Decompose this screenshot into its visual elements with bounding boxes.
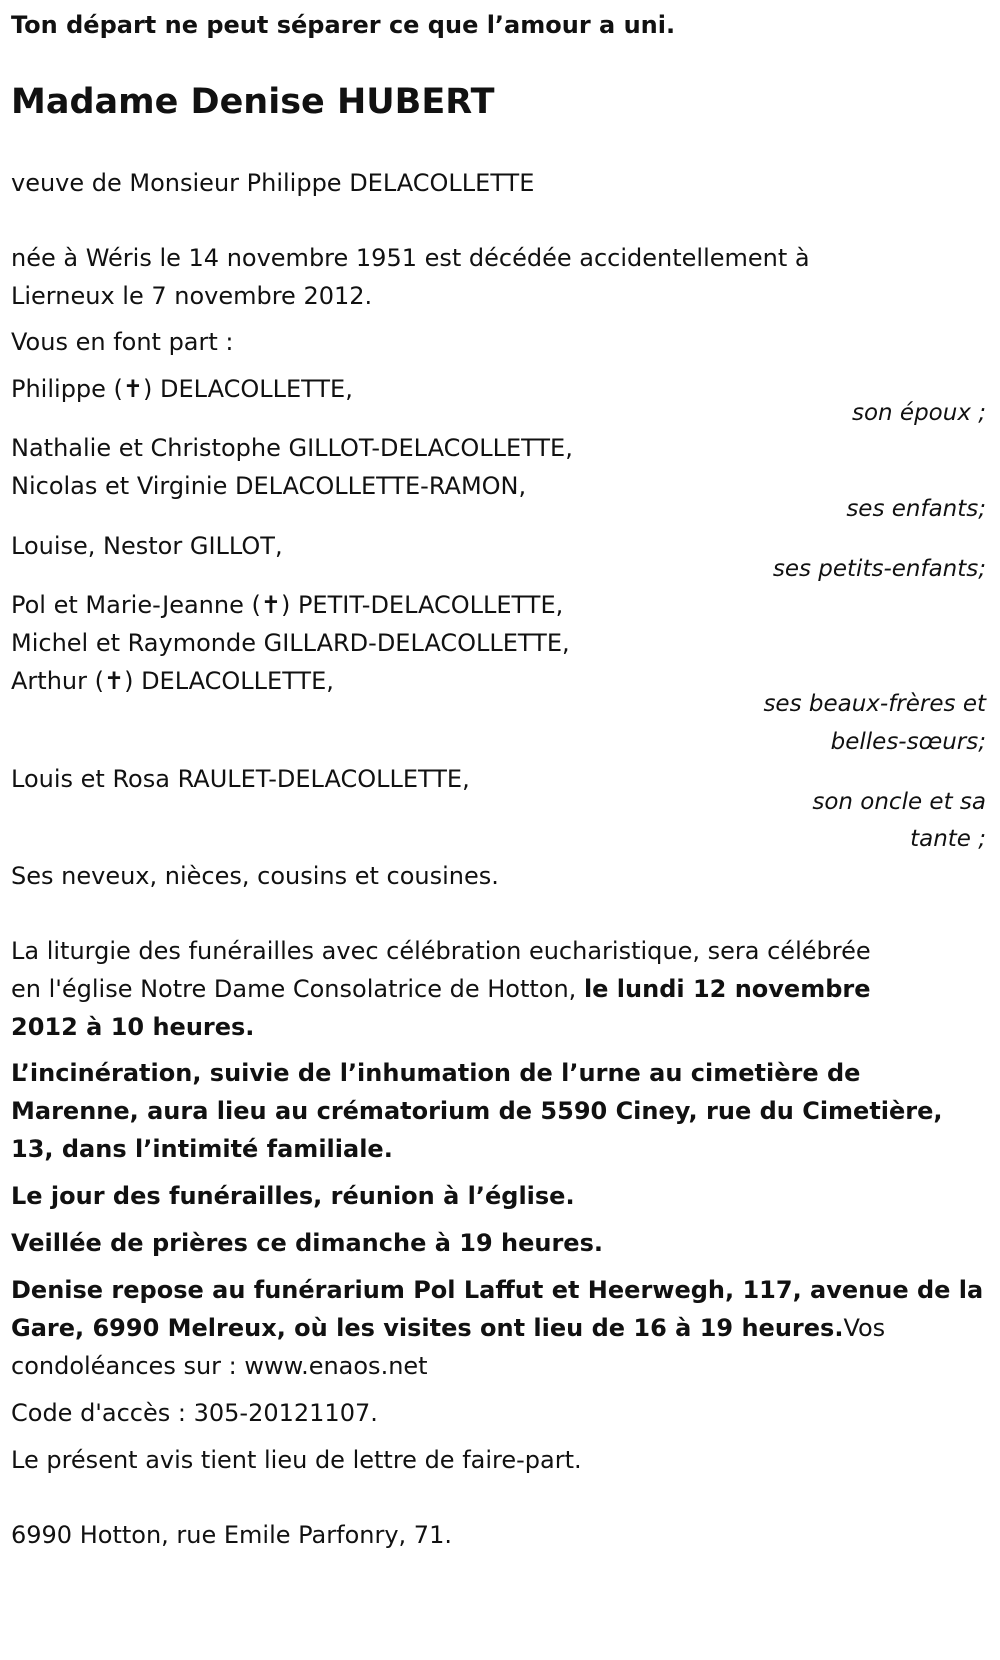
rest-location-line-2 [11, 1313, 885, 1343]
family-grandchildren: Louise, Nestor GILLOT, [11, 532, 283, 560]
notice-line: Le présent avis tient lieu de lettre de faire-part. [11, 1446, 582, 1474]
funeral-meeting: Le jour des funérailles, réunion à l’église. [11, 1182, 575, 1210]
family-uncle-aunt: Louis et Rosa RAULET-DELACOLLETTE, [11, 765, 470, 793]
family-children-line-2: Nicolas et Virginie DELACOLLETTE-RAMON, [11, 472, 527, 500]
access-code: Code d'accès : 305-20121107. [11, 1399, 378, 1427]
liturgy-line-2 [11, 974, 871, 1004]
liturgy-date: le lundi 12 novembre [583, 975, 871, 1003]
liturgy-line-1: La liturgie des funérailles avec célébration eucharistique, sera célébrée [11, 937, 871, 965]
relation-inlaws-line-2: belles-sœurs; [830, 729, 986, 755]
family-children-line-1: Nathalie et Christophe GILLOT-DELACOLLETTE, [11, 434, 573, 462]
deceased-name: Madame Denise HUBERT [11, 82, 495, 122]
condolences-prefix: Vos [843, 1314, 886, 1342]
incineration-line-2: Marenne, aura lieu au crématorium de 5590 Ciney, rue du Cimetière, [11, 1097, 943, 1125]
family-address: 6990 Hotton, rue Emile Parfonry, 71. [11, 1521, 452, 1549]
family-inlaws-line-3: Arthur (✝) DELACOLLETTE, [11, 667, 334, 695]
incineration-line-3: 13, dans l’intimité familiale. [11, 1135, 393, 1163]
liturgy-time: 2012 à 10 heures. [11, 1013, 255, 1041]
condolences-line: condoléances sur : www.enaos.net [11, 1352, 428, 1380]
prayer-vigil: Veillée de prières ce dimanche à 19 heures. [11, 1229, 603, 1257]
relation-uncle-aunt-line-2: tante ; [910, 826, 986, 852]
birth-death-line-1: née à Wéris le 14 novembre 1951 est décédée accidentellement à [11, 244, 810, 272]
relation-uncle-aunt-line-1: son oncle et sa [812, 789, 986, 815]
rest-location-line-1: Denise repose au funérarium Pol Laffut et Heerwegh, 117, avenue de la [11, 1276, 984, 1304]
family-inlaws-line-1: Pol et Marie-Jeanne (✝) PETIT-DELACOLLETTE, [11, 591, 564, 619]
liturgy-line-2-text: en l'église Notre Dame Consolatrice de Hotton, [11, 975, 584, 1003]
incineration-line-1: L’incinération, suivie de l’inhumation de l’urne au cimetière de [11, 1059, 861, 1087]
family-others: Ses neveux, nièces, cousins et cousines. [11, 862, 499, 890]
announcement-intro: Vous en font part : [11, 328, 234, 356]
relation-spouse: son époux ; [851, 400, 986, 426]
spouse-line: veuve de Monsieur Philippe DELACOLLETTE [11, 169, 535, 197]
header-quote: Ton départ ne peut séparer ce que l’amour a uni. [11, 11, 676, 39]
family-inlaws-line-2: Michel et Raymonde GILLARD-DELACOLLETTE, [11, 629, 570, 657]
family-spouse-name: Philippe (✝) DELACOLLETTE, [11, 375, 353, 403]
relation-inlaws-line-1: ses beaux-frères et [763, 691, 986, 717]
rest-location-visits: Gare, 6990 Melreux, où les visites ont lieu de 16 à 19 heures. [11, 1314, 844, 1342]
relation-children: ses enfants; [846, 496, 986, 522]
birth-death-line-2: Lierneux le 7 novembre 2012. [11, 282, 373, 310]
relation-grandchildren: ses petits-enfants; [772, 556, 986, 582]
